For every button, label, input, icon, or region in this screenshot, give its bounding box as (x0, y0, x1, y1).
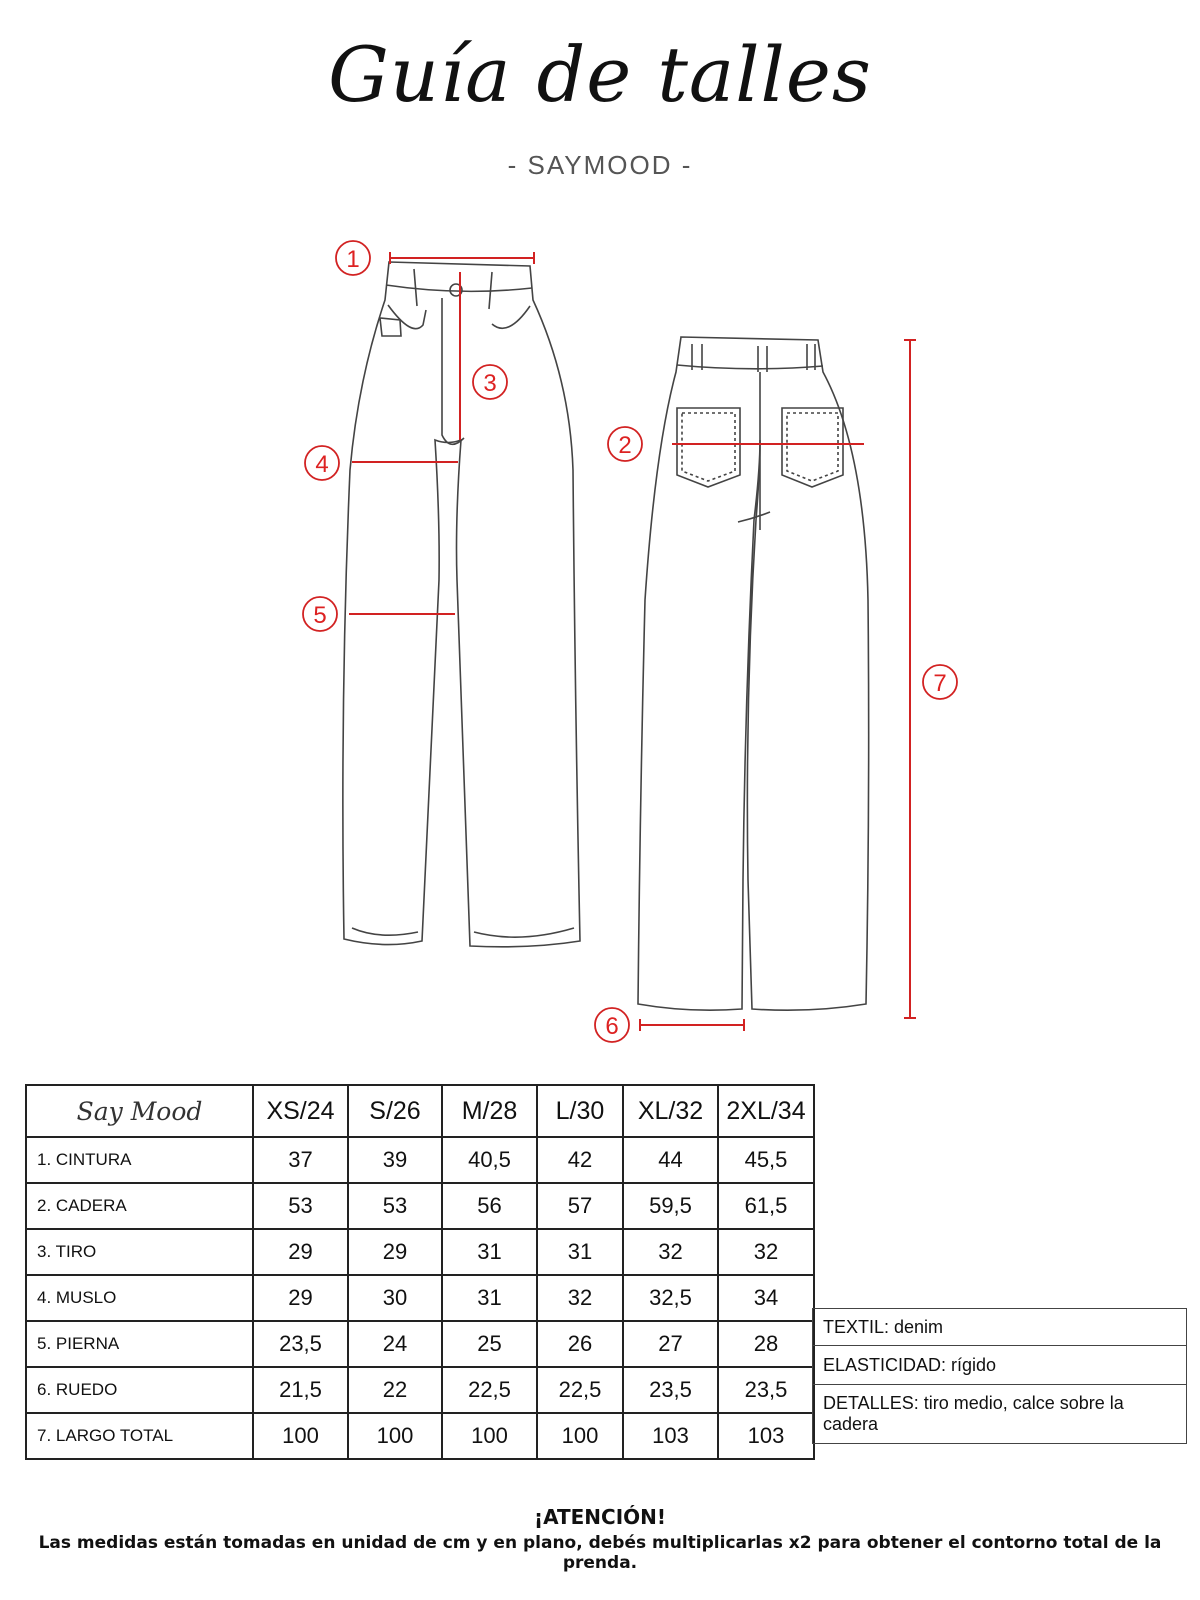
measure-value: 32,5 (623, 1275, 718, 1321)
measure-value: 103 (718, 1413, 814, 1459)
elasticidad-info: ELASTICIDAD: rígido (813, 1346, 1187, 1385)
page-title: Guía de talles (328, 30, 872, 119)
measure-value: 56 (442, 1183, 537, 1229)
measure-value: 26 (537, 1321, 623, 1367)
textil-info: TEXTIL: denim (813, 1309, 1187, 1346)
brand-signature: Say Mood (26, 1085, 253, 1137)
measure-value: 27 (623, 1321, 718, 1367)
measure-value: 31 (442, 1229, 537, 1275)
size-chart-table (25, 1084, 815, 1460)
measure-label: 6. RUEDO (26, 1367, 253, 1413)
measure-value: 29 (348, 1229, 442, 1275)
measure-value: 39 (348, 1137, 442, 1183)
measure-value: 28 (718, 1321, 814, 1367)
table-row (26, 1275, 814, 1321)
table-header-row (26, 1085, 814, 1137)
measure-value: 61,5 (718, 1183, 814, 1229)
fabric-info-table (812, 1308, 1187, 1444)
measure-value: 100 (442, 1413, 537, 1459)
front-pants-outline (343, 262, 580, 947)
measure-value: 37 (253, 1137, 348, 1183)
callout-3: 3 (483, 370, 497, 397)
brand-subtitle: - SAYMOOD - (507, 150, 693, 180)
measure-value: 100 (253, 1413, 348, 1459)
callout-5: 5 (313, 602, 327, 629)
size-header: XL/32 (623, 1085, 718, 1137)
measure-value: 40,5 (442, 1137, 537, 1183)
measure-value: 21,5 (253, 1367, 348, 1413)
measure-value: 25 (442, 1321, 537, 1367)
measure-value: 29 (253, 1229, 348, 1275)
measure-label: 4. MUSLO (26, 1275, 253, 1321)
size-header: L/30 (537, 1085, 623, 1137)
table-row (26, 1413, 814, 1459)
callout-2: 2 (618, 432, 632, 459)
measure-value: 32 (623, 1229, 718, 1275)
measure-value: 53 (348, 1183, 442, 1229)
back-pants-outline (638, 337, 869, 1010)
size-header: 2XL/34 (718, 1085, 814, 1137)
table-row (26, 1321, 814, 1367)
measure-label: 5. PIERNA (26, 1321, 253, 1367)
measure-value: 30 (348, 1275, 442, 1321)
back-left-pocket (677, 408, 740, 487)
measure-value: 32 (718, 1229, 814, 1275)
back-waistband (677, 365, 823, 369)
measure-value: 23,5 (253, 1321, 348, 1367)
table-row (26, 1229, 814, 1275)
measure-value: 45,5 (718, 1137, 814, 1183)
size-header: S/26 (348, 1085, 442, 1137)
table-row (26, 1183, 814, 1229)
measure-value: 31 (537, 1229, 623, 1275)
measure-value: 44 (623, 1137, 718, 1183)
front-right-pocket (492, 306, 530, 328)
measure-value: 22,5 (442, 1367, 537, 1413)
measure-value: 29 (253, 1275, 348, 1321)
measure-value: 24 (348, 1321, 442, 1367)
size-header: XS/24 (253, 1085, 348, 1137)
measure-value: 34 (718, 1275, 814, 1321)
back-right-pocket (782, 408, 843, 487)
notice-block (0, 1505, 1200, 1573)
measure-value: 100 (537, 1413, 623, 1459)
size-header: M/28 (442, 1085, 537, 1137)
front-left-pocket (388, 305, 426, 329)
measure-label: 2. CADERA (26, 1183, 253, 1229)
measure-value: 103 (623, 1413, 718, 1459)
callout-4: 4 (315, 451, 329, 478)
measure-value: 53 (253, 1183, 348, 1229)
measure-label: 3. TIRO (26, 1229, 253, 1275)
measure-value: 42 (537, 1137, 623, 1183)
measure-value: 59,5 (623, 1183, 718, 1229)
callout-6: 6 (605, 1013, 619, 1040)
table-row (26, 1367, 814, 1413)
measure-value: 23,5 (623, 1367, 718, 1413)
measure-label: 1. CINTURA (26, 1137, 253, 1183)
notice-heading: ¡ATENCIÓN! (533, 1505, 667, 1529)
table-row (26, 1137, 814, 1183)
measure-value: 22,5 (537, 1367, 623, 1413)
measure-value: 23,5 (718, 1367, 814, 1413)
measure-value: 22 (348, 1367, 442, 1413)
measure-value: 31 (442, 1275, 537, 1321)
measure-value: 57 (537, 1183, 623, 1229)
notice-body: Las medidas están tomadas en unidad de cm y en plano, debés multiplicarlas x2 para obtener el contorno total de la prenda. (38, 1533, 1162, 1573)
detalles-info: DETALLES: tiro medio, calce sobre la cadera (813, 1385, 1187, 1444)
callout-1: 1 (346, 246, 360, 273)
measure-value: 32 (537, 1275, 623, 1321)
measure-value: 100 (348, 1413, 442, 1459)
callout-7: 7 (933, 670, 947, 697)
measure-label: 7. LARGO TOTAL (26, 1413, 253, 1459)
